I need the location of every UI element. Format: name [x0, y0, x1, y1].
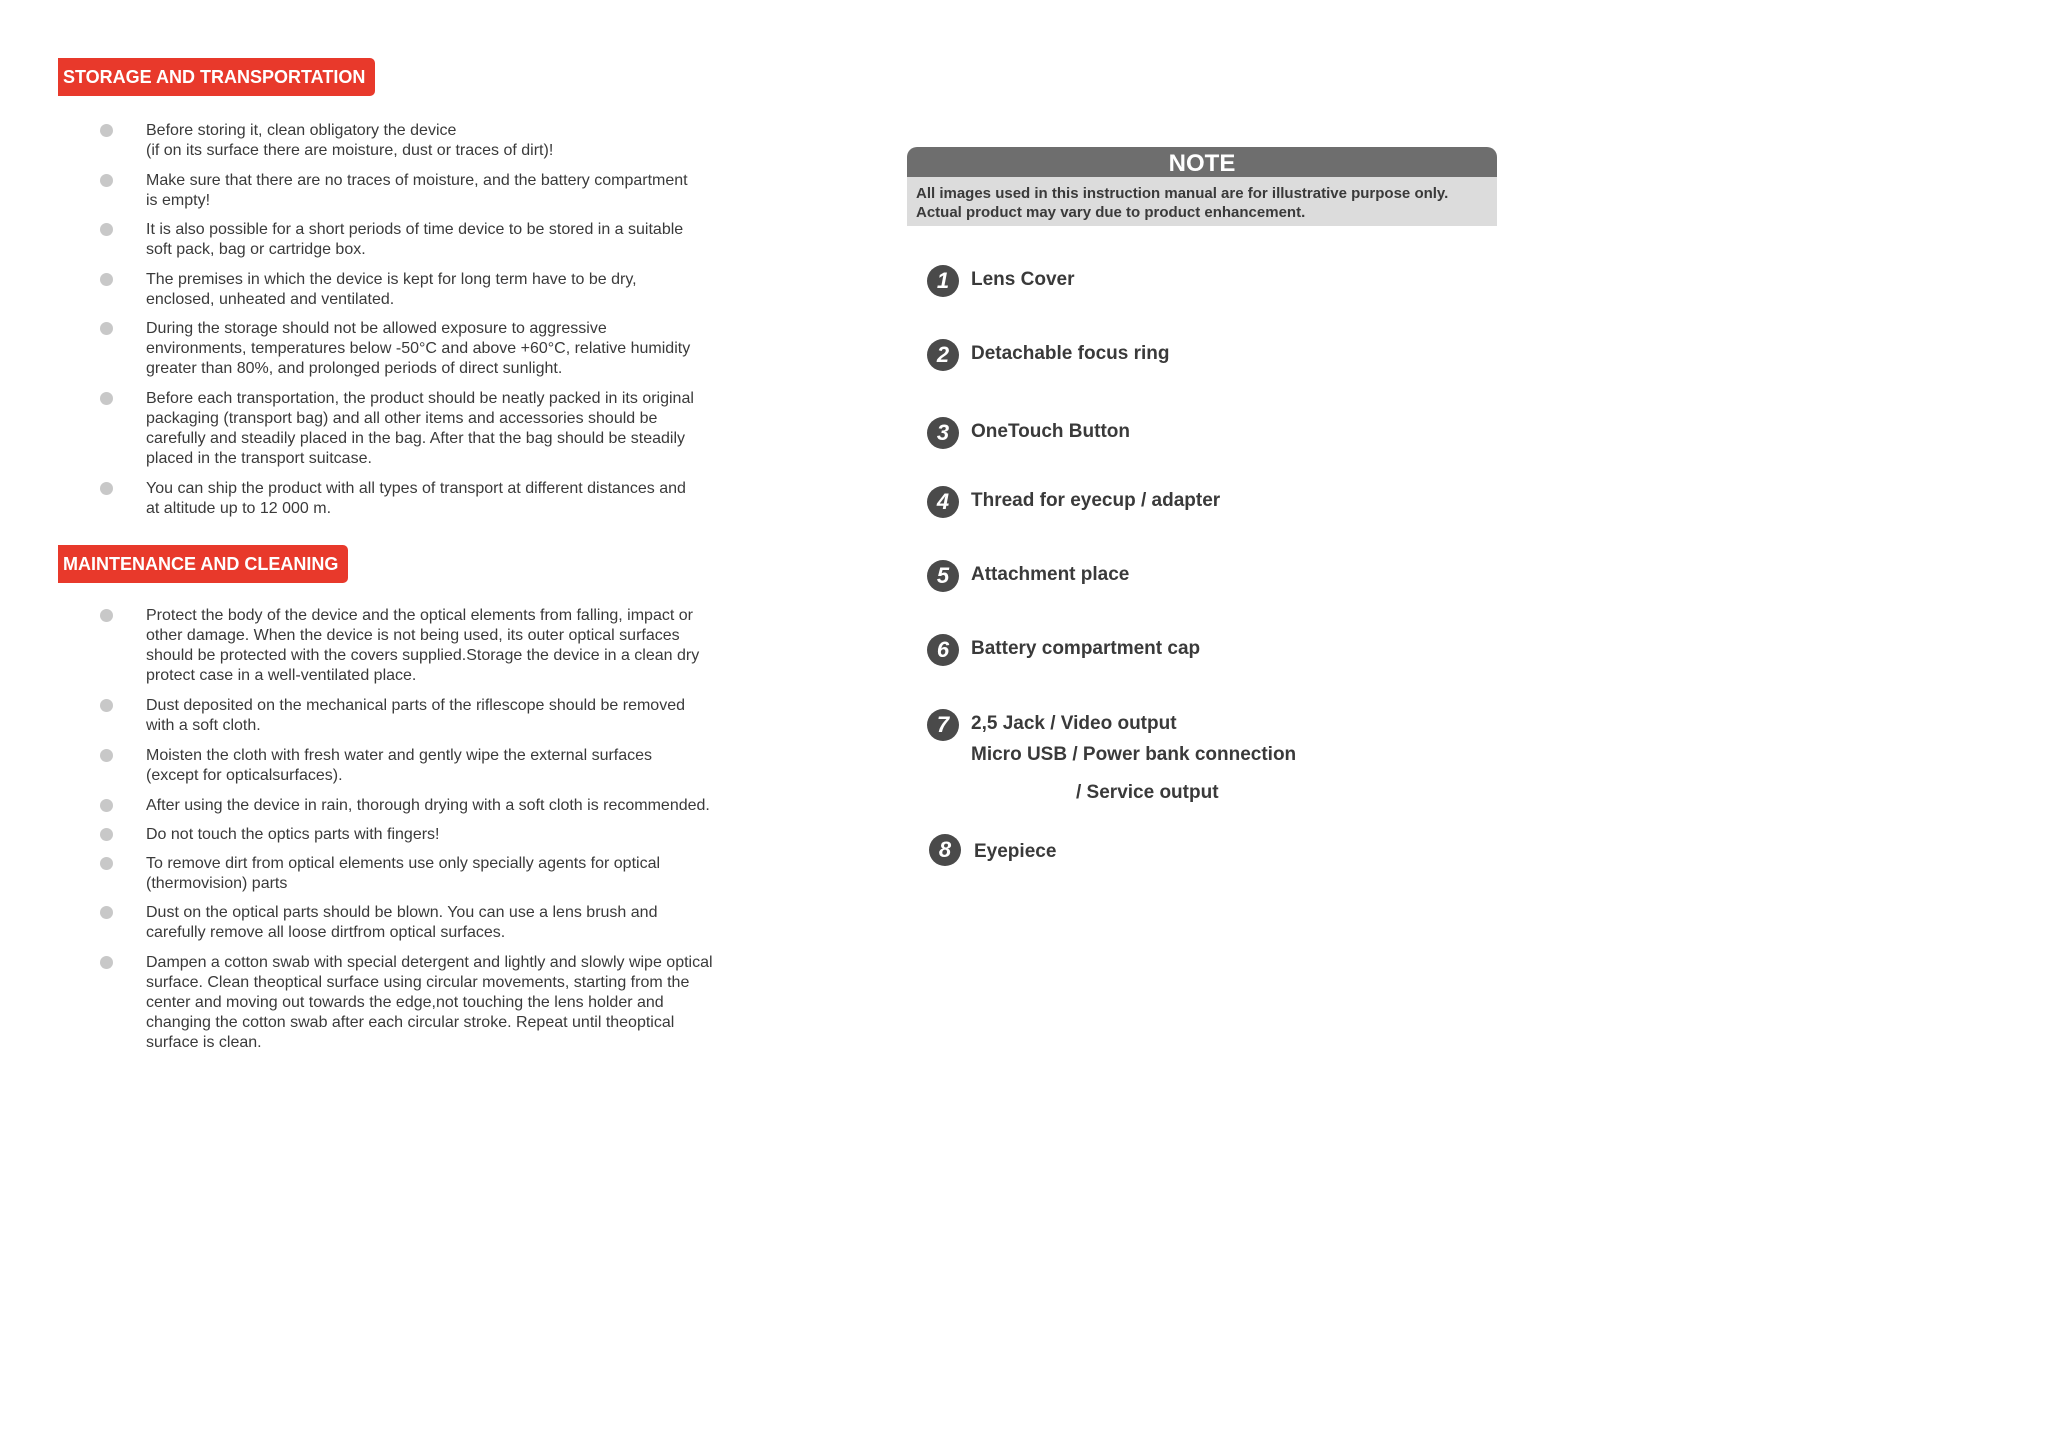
storage-section-title: STORAGE AND TRANSPORTATION — [58, 58, 375, 96]
maintenance-section-title: MAINTENANCE AND CLEANING — [58, 545, 348, 583]
part-label: Eyepiece — [974, 841, 1057, 862]
list-item-text: Dampen a cotton swab with special detergent and lightly and slowly wipe optical surface. Clean theoptical surface using circular movements, starting from the center and moving out towards the edge,not touching the lens holder and changing the cotton swab after each circular stroke. Repeat until theoptical surface is clean. — [146, 954, 713, 1051]
number-7-icon: 7 — [927, 709, 959, 741]
number-4-icon: 4 — [927, 486, 959, 518]
note-text: All images used in this instruction manual are for illustrative purpose only. Actual product may vary due to product enhancement. — [907, 177, 1497, 226]
number-3-icon: 3 — [927, 417, 959, 449]
part-label: 2,5 Jack / Video output — [971, 713, 1177, 734]
list-item-text: Make sure that there are no traces of moisture, and the battery compartment is empty! — [146, 172, 688, 209]
list-item-text: Before storing it, clean obligatory the device (if on its surface there are moisture, dust or traces of dirt)! — [146, 122, 554, 159]
part-label: Thread for eyecup / adapter — [971, 490, 1221, 511]
list-item-text: Before each transportation, the product should be neatly packed in its original packaging (transport bag) and all other items and accessories should be carefully and steadily placed in the bag. After that the bag should be steadily placed in the transport suitcase. — [146, 390, 694, 467]
list-item-text: To remove dirt from optical elements use only specially agents for optical (thermovision) parts — [146, 855, 661, 892]
bullet-dot-icon — [100, 392, 113, 405]
number-6-icon: 6 — [927, 634, 959, 666]
bullet-dot-icon — [100, 857, 113, 870]
number-8-icon: 8 — [929, 834, 961, 866]
bullet-dot-icon — [100, 956, 113, 969]
part-label: Lens Cover — [971, 269, 1075, 290]
list-item-text: Dust deposited on the mechanical parts of the riflescope should be removed with a soft cloth. — [146, 697, 685, 734]
list-item-text: Dust on the optical parts should be blown. You can use a lens brush and carefully remove all loose dirtfrom optical surfaces. — [146, 904, 658, 941]
list-item-text: Moisten the cloth with fresh water and gently wipe the external surfaces (except for opticalsurfaces). — [146, 747, 653, 784]
bullet-dot-icon — [100, 482, 113, 495]
number-5-icon: 5 — [927, 560, 959, 592]
list-item-text: It is also possible for a short periods of time device to be stored in a suitable soft pack, bag or cartridge box. — [146, 221, 684, 258]
list-item-text: During the storage should not be allowed exposure to aggressive environments, temperatures below -50°C and above +60°C, relative humidity greater than 80%, and prolonged periods of direct sunlight. — [146, 320, 691, 377]
bullet-dot-icon — [100, 906, 113, 919]
number-2-icon: 2 — [927, 339, 959, 371]
part-label: Battery compartment cap — [971, 638, 1201, 659]
part-label: Attachment place — [971, 564, 1130, 585]
bullet-dot-icon — [100, 124, 113, 137]
bullet-dot-icon — [100, 699, 113, 712]
bullet-dot-icon — [100, 223, 113, 236]
bullet-dot-icon — [100, 828, 113, 841]
part-label-line2: Micro USB / Power bank connection — [971, 744, 1297, 765]
part-label: Detachable focus ring — [971, 343, 1170, 364]
list-item-text: Protect the body of the device and the optical elements from falling, impact or other damage. When the device is not being used, its outer optical surfaces should be protected with the covers supplied.Storage the device in a clean dry protect case in a well-ventilated place. — [146, 607, 700, 684]
part-label: OneTouch Button — [971, 421, 1131, 442]
bullet-dot-icon — [100, 273, 113, 286]
list-item-text: Do not touch the optics parts with fingers! — [146, 826, 440, 843]
note-title: NOTE — [907, 147, 1497, 177]
bullet-dot-icon — [100, 174, 113, 187]
part-label-line3: / Service output — [1076, 782, 1219, 803]
number-1-icon: 1 — [927, 265, 959, 297]
bullet-dot-icon — [100, 609, 113, 622]
bullet-dot-icon — [100, 749, 113, 762]
bullet-dot-icon — [100, 799, 113, 812]
bullet-dot-icon — [100, 322, 113, 335]
list-item-text: After using the device in rain, thorough drying with a soft cloth is recommended. — [146, 797, 710, 814]
list-item-text: The premises in which the device is kept for long term have to be dry, enclosed, unheated and ventilated. — [146, 271, 637, 308]
list-item-text: You can ship the product with all types of transport at different distances and at altitude up to 12 000 m. — [146, 480, 686, 517]
note-box — [907, 147, 1497, 226]
